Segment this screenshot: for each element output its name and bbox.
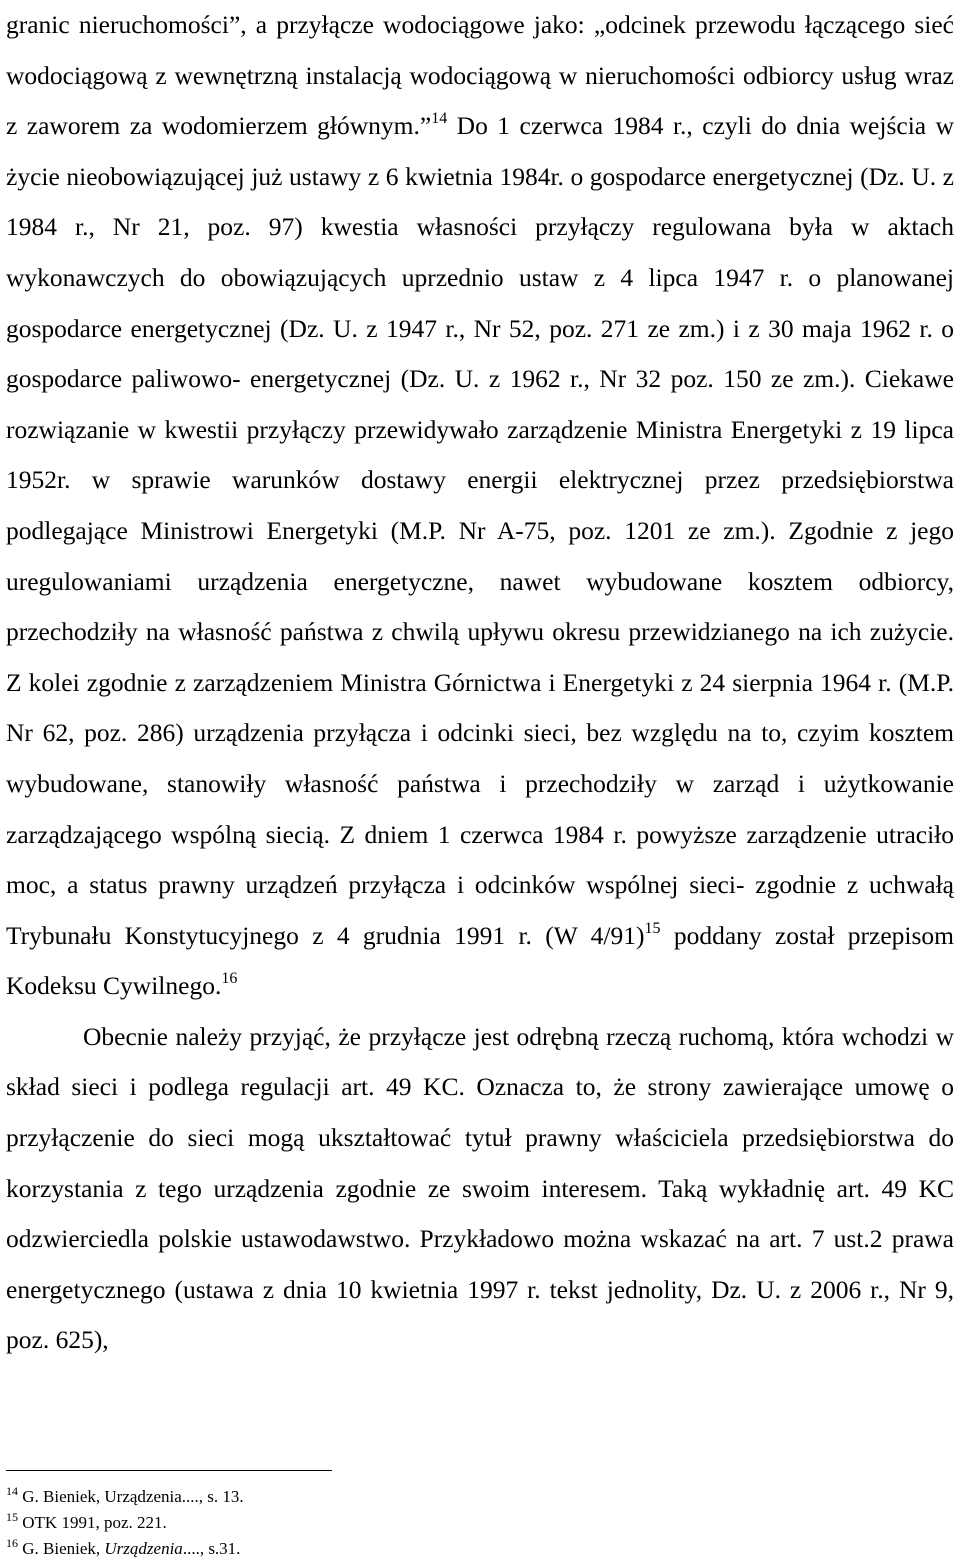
- footnote-separator: [6, 1470, 332, 1471]
- paragraph: [6, 1012, 954, 1366]
- footnote-text: ...., s.31.: [182, 1539, 241, 1558]
- footnote-number: 16: [6, 1536, 18, 1550]
- paragraph-text: Do 1 czerwca 1984 r., czyli do dnia wejścia w życie nieobowiązującej już ustawy z 6 kwietnia 1984r. o gospodarce energetycznej (Dz. U. z 1984 r., Nr 21, poz. 97) kwestia własności przyłączy regulowana była w aktach wykonawczych do obowiązujących uprzednio ustaw z 4 lipca 1947 r. o planowanej gospodarce energetycznej (Dz. U. z 1947 r., Nr 52, poz. 271 ze zm.) i z 30 maja 1962 r. o gospodarce paliwowo- energetycznej (Dz. U. z 1962 r., Nr 32 poz. 150 ze zm.). Ciekawe rozwiązanie w kwestii przyłączy przewidywało zarządzenie Ministra Energetyki z 19 lipca 1952r. w sprawie warunków dostawy energii elektrycznej przez przedsiębiorstwa podlegające Ministrowi Energetyki (M.P. Nr A-75, poz. 1201 ze zm.). Zgodnie z jego uregulowaniami urządzenia energetyczne, nawet wybudowane kosztem odbiorcy, przechodziły na własność państwa z chwilą upływu okresu przewidzianego na ich zużycie. Z kolei zgodnie z zarządzeniem Ministra Górnictwa i Energetyki z 24 sierpnia 1964 r. (M.P. Nr 62, poz. 286) urządzenia przyłącza i odcinki sieci, bez względu na to, czyim kosztem wybudowane, stanowiły własność państwa i przechodziły w zarząd i użytkowanie zarządzającego wspólną siecią. Z dniem 1 czerwca 1984 r. powyższe zarządzenie utraciło moc, a status prawny urządzeń przyłącza i odcinków wspólnej sieci- zgodnie z uchwałą Trybunału Konstytucyjnego z 4 grudnia 1991 r. (W 4/91): [6, 111, 954, 950]
- footnote-text: OTK 1991, poz. 221.: [18, 1513, 167, 1532]
- document-page: [6, 0, 954, 1558]
- footnote-number: 14: [6, 1484, 18, 1498]
- footnote: [6, 1484, 954, 1510]
- paragraph-text: granic nieruchomości”, a przyłącze wodociągowe jako: „odcinek przewodu łączącego sieć wodociągową z wewnętrzną instalacją wodociągową w nieruchomości odbiorcy usług wraz z zaworem za wodomierzem głównym.”: [6, 10, 954, 141]
- footnote-text-italic: Urządzenia: [104, 1539, 183, 1558]
- paragraph: [6, 0, 954, 1012]
- footnote-ref: 16: [221, 970, 238, 988]
- footnote: [6, 1536, 954, 1562]
- footnote-text: G. Bieniek, Urządzenia...., s. 13.: [18, 1487, 244, 1506]
- footnotes: [6, 1484, 954, 1562]
- paragraph-text: poddany został przepisom Kodeksu Cywilnego.: [6, 920, 954, 1001]
- paragraph-text: Obecnie należy przyjąć, że przyłącze jest odrębną rzeczą ruchomą, która wchodzi w skład sieci i podlega regulacji art. 49 KC. Oznacza to, że strony zawierające umowę o przyłączenie do sieci mogą ukształtować tytuł prawny właściciela przedsiębiorstwa do korzystania z tego urządzenia zgodnie ze swoim interesem. Taką wykładnię art. 49 KC odzwierciedla polskie ustawodawstwo. Przykładowo można wskazać na art. 7 ust.2 prawa energetycznego (ustawa z dnia 10 kwietnia 1997 r. tekst jednolity, Dz. U. z 2006 r., Nr 9, poz. 625),: [6, 1021, 954, 1355]
- footnote-ref: 15: [644, 919, 661, 937]
- footnote-number: 15: [6, 1510, 18, 1524]
- footnote: [6, 1510, 954, 1536]
- body-text: [6, 0, 954, 1366]
- footnote-ref: 14: [431, 110, 448, 128]
- footnote-text: G. Bieniek,: [18, 1539, 105, 1558]
